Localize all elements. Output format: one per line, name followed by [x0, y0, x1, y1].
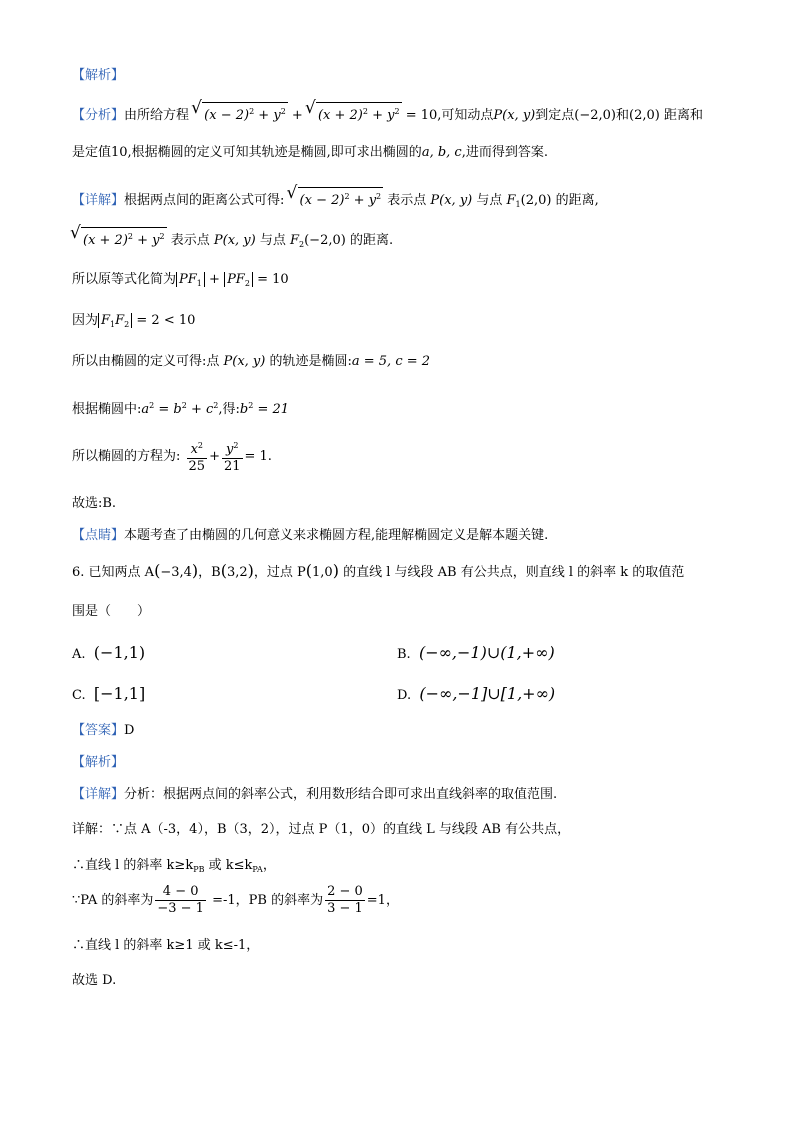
analysis-paragraph-cont: [72, 143, 734, 163]
math-inline: P(x, y): [223, 354, 266, 369]
fraction-denominator: −3 − 1: [157, 901, 204, 916]
detail-tag: 【详解】: [72, 193, 125, 208]
text-span: 与点: [472, 193, 507, 208]
fraction-pa: [155, 884, 206, 917]
analysis-label: 【解析】: [72, 68, 125, 83]
sqrt-expression: √ $(x + 2)^2 + y^2$: [72, 227, 167, 251]
text-span: = 2 < 10: [136, 313, 196, 328]
option-value: (−∞,−1)∪(1,+∞): [418, 643, 555, 662]
text-span: ,可知动点: [437, 108, 494, 123]
math-inline: $F_1$: [506, 193, 521, 209]
math-inline: $a^2 = b^2 + c^2$: [141, 401, 219, 417]
abs-pf2: $PF_2$: [224, 272, 253, 287]
option-label: D.: [397, 688, 412, 703]
question-6-cont: [72, 602, 734, 622]
text-span: 所以原等式化简为: [72, 272, 177, 287]
option-d[interactable]: [397, 684, 555, 706]
analysis-heading-2: [72, 753, 734, 773]
option-label: C.: [72, 688, 86, 703]
option-c[interactable]: [72, 684, 145, 706]
math-inline: a = 5, c = 2: [351, 354, 431, 369]
analysis-paragraph: 【分析】由所给方程 √ $(x - 2)^2 + y^2$ + √ $(x + 2)^2 + y^2 = 10$,可知动点P(x, y)到定点(−2,0)和(2,0) 距离和: [72, 102, 734, 126]
math-inline: $F_2$: [289, 233, 305, 249]
sqrt-expression: √ $(x - 2)^2 + y^2$: [193, 102, 288, 126]
text-span: =-1，PB 的斜率为: [207, 893, 324, 908]
analysis-tag: 【分析】: [72, 108, 125, 123]
simplify-line: 所以原等式化简为 $PF_1 + PF_2 = 10$: [72, 272, 289, 288]
question-6: 6. 已知两点 A(−3,4)，B(3,2)，过点 P(1,0) 的直线 l 与线段 AB 有公共点，则直线 l 的斜率 k 的取值范: [72, 561, 685, 580]
text-span: 详解：∵点 A（-3，4），B（3，2），过点 P（1，0）的直线 L 与线段 AB 有公共点，: [72, 822, 571, 837]
fraction-denominator: 3 − 1: [327, 901, 363, 916]
math-inline: $b^2 = 21$: [239, 401, 290, 417]
option-value: (−∞,−1]∪[1,+∞): [419, 684, 556, 703]
text-span: 本题考查了由椭圆的几何意义来求椭圆方程,能理解椭圆定义是解本题关键.: [124, 528, 549, 543]
detail-tag: 【详解】: [72, 787, 125, 802]
text-span: 根据两点间的距离公式可得:: [124, 193, 289, 208]
text-span: 距离和: [659, 108, 703, 123]
text-span: ,进而得到答案.: [461, 145, 548, 160]
because-line: [72, 311, 734, 335]
text-span: ∴直线 l 的斜率 k≥1 或 k≤-1，: [72, 938, 260, 953]
option-label: B.: [397, 647, 411, 662]
text-span: =1，: [366, 893, 399, 908]
text-span: 的距离.: [345, 233, 394, 248]
text-span: 的距离,: [551, 193, 599, 208]
math-inline: P(x, y): [493, 108, 536, 123]
option-label: A.: [72, 647, 86, 662]
option-b[interactable]: [397, 643, 555, 665]
fraction-numerator: 2 − 0: [327, 884, 363, 899]
option-value: [−1,1]: [93, 684, 146, 703]
text-span: 是定值10,根据椭圆的定义可知其轨迹是椭圆,即可求出椭圆的: [72, 145, 422, 160]
text-span: 表示点: [166, 233, 214, 248]
text-span: ∵PA 的斜率为: [72, 893, 154, 908]
sqrt-expression: √ $(x - 2)^2 + y^2$: [289, 187, 384, 211]
text-span: 的直线 l 与线段 AB 有公共点，则直线 l 的斜率 k 的取值范: [338, 565, 685, 580]
detail-paragraph: 【详解】根据两点间的距离公式可得: √ $(x - 2)^2 + y^2$ 表示点 P(x, y) 与点 $F_1(2,0)$ 的距离,: [72, 187, 734, 215]
detail-paragraph-cont: √ $(x + 2)^2 + y^2$ 表示点 P(x, y) 与点 $F_2(-2,0)$ 的距离.: [72, 227, 734, 255]
abs-f1f2: $F_1F_2$: [98, 313, 132, 328]
option-a[interactable]: [72, 643, 145, 665]
answer-tag: 【答案】: [72, 723, 125, 738]
text-span: 根据椭圆中:: [72, 402, 142, 417]
option-value: (−1,1): [93, 643, 146, 662]
text-span: 和: [615, 108, 629, 123]
text-span: 表示点: [383, 193, 431, 208]
math-inline: a, b, c: [421, 145, 462, 160]
text-span: ,得:: [218, 402, 240, 417]
text-span: 故选 D.: [72, 973, 117, 988]
answer-line: [72, 721, 734, 741]
answer-value: D: [124, 723, 135, 738]
math-inline: P(x, y): [430, 193, 473, 208]
sqrt-expression: √ $(x + 2)^2 + y^2$: [307, 102, 402, 126]
fraction-pb: [325, 884, 365, 917]
text-span: +: [209, 449, 220, 464]
solution-summary: [72, 785, 734, 805]
text-span: ，: [262, 858, 276, 873]
ellipse-def-line: [72, 352, 734, 372]
text-span: 分析：根据两点间的斜率公式，利用数形结合即可求出直线斜率的取值范围.: [124, 787, 558, 802]
math-inline: P(x, y): [213, 233, 256, 248]
solution-line-4: [72, 936, 734, 956]
text-span: ，过点 P: [253, 565, 306, 580]
subscript: PB: [193, 865, 205, 874]
text-span: = 1.: [244, 449, 272, 464]
abs-pf1: $PF_1$: [176, 272, 205, 287]
fraction-x: $\frac{x^2}{25}$: [187, 438, 208, 475]
solution-line-3: [72, 883, 734, 919]
text-span: 围是（ ）: [72, 604, 151, 619]
text-span: 到定点: [535, 108, 575, 123]
solution-line-1: [72, 820, 734, 840]
text-span: = 10: [257, 272, 289, 287]
text-span: 所以由椭圆的定义可得:点: [72, 354, 224, 369]
text-span: ∴直线 l 的斜率 k≥k: [72, 858, 194, 873]
subscript: PA: [252, 865, 263, 874]
analysis-label: 【解析】: [72, 755, 125, 770]
comment-tag: 【点睛】: [72, 528, 125, 543]
comment-line: [72, 526, 734, 546]
equation-line: [72, 438, 734, 475]
analysis-heading: [72, 66, 734, 86]
text-span: 所以椭圆的方程为:: [72, 449, 185, 464]
relation-line: [72, 396, 734, 420]
fraction-y: $\frac{y^2}{21}$: [222, 438, 243, 475]
solution-line-2: [72, 856, 734, 880]
text-span: 因为: [72, 313, 99, 328]
fraction-numerator: 4 − 0: [155, 884, 206, 901]
text-span: 故选:B.: [72, 496, 117, 511]
text-span: 或 k≤k: [204, 858, 253, 873]
solution-line-5: [72, 971, 734, 991]
text-span: 6. 已知两点 A: [72, 565, 155, 580]
text-span: ，B: [198, 565, 221, 580]
text-span: 与点: [255, 233, 290, 248]
text-span: 由所给方程: [124, 108, 190, 123]
choose-line: [72, 494, 734, 514]
text-span: 的轨迹是椭圆:: [265, 354, 352, 369]
